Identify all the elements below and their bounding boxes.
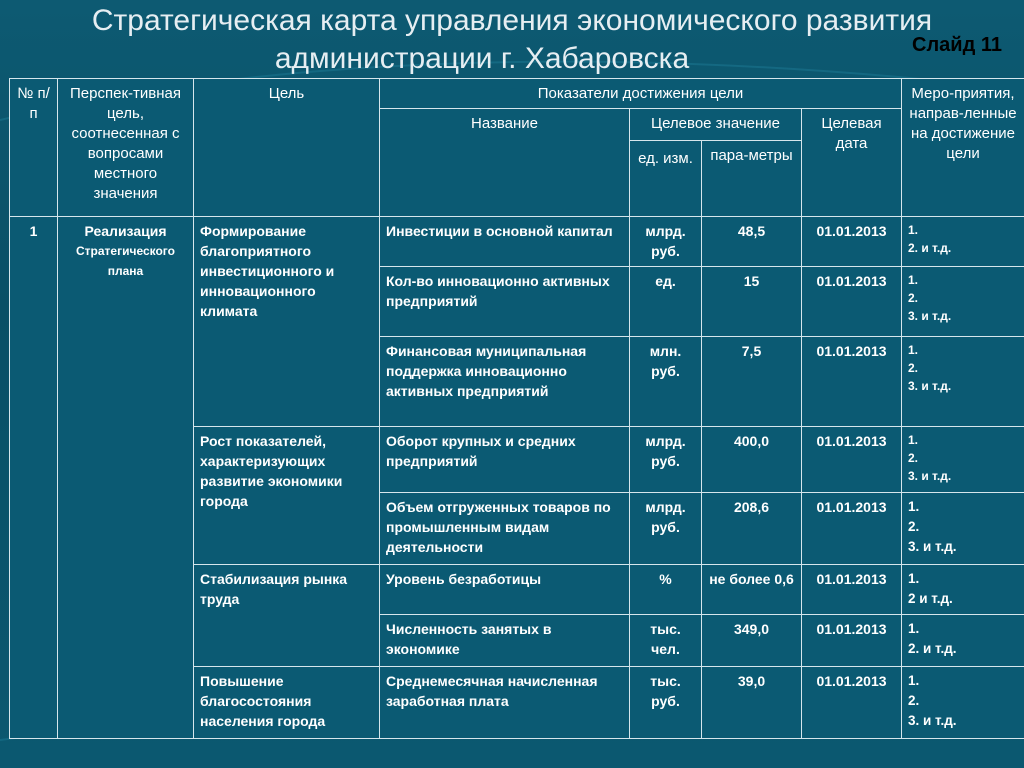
indicator-date: 01.01.2013: [802, 427, 902, 493]
indicator-name: Среднемесячная начисленная заработная плата: [380, 667, 630, 739]
strategy-table: [9, 78, 1024, 739]
measure-item: 2. и т.д.: [908, 241, 952, 255]
goal-cell: Формирование благоприятного инвестиционного и инновационного климата: [194, 217, 380, 427]
indicator-value: 39,0: [702, 667, 802, 739]
measure-item: 1.: [908, 499, 920, 514]
indicator-name: Численность занятых в экономике: [380, 615, 630, 667]
slide-title-line-2: администрации г. Хабаровска: [274, 42, 690, 75]
indicator-unit: %: [630, 565, 702, 615]
header-target-value: Целевое значение: [630, 109, 802, 141]
indicator-unit: тыс. руб.: [630, 667, 702, 739]
measure-item: 3. и т.д.: [908, 309, 952, 323]
measure-item: 1.: [908, 223, 919, 237]
indicator-value: 349,0: [702, 615, 802, 667]
measure-item: 2.: [908, 519, 920, 534]
measure-item: 3. и т.д.: [908, 539, 957, 554]
indicator-date: 01.01.2013: [802, 337, 902, 427]
indicator-date: 01.01.2013: [802, 565, 902, 615]
indicator-date: 01.01.2013: [802, 267, 902, 337]
measure-item: 1.: [908, 673, 920, 688]
table-row: [10, 217, 1024, 267]
measure-item: 2.: [908, 361, 919, 375]
slide-title: [0, 0, 1024, 78]
indicator-measures: [902, 615, 1024, 667]
indicator-measures: [902, 267, 1024, 337]
indicator-measures: [902, 337, 1024, 427]
header-perspective: Перспек-тивная цель, соотнесенная с вопросами местного значения: [58, 79, 194, 217]
indicator-date: 01.01.2013: [802, 493, 902, 565]
indicator-measures: [902, 493, 1024, 565]
row-number: 1: [10, 217, 58, 739]
slide-title-line-1: Стратегическая карта управления экономического развития: [91, 4, 933, 37]
measure-item: 1.: [908, 433, 919, 447]
indicator-unit: млрд. руб.: [630, 217, 702, 267]
measure-item: 3. и т.д.: [908, 379, 952, 393]
indicator-name: Оборот крупных и средних предприятий: [380, 427, 630, 493]
measure-item: 2. и т.д.: [908, 641, 957, 656]
measure-item: 2.: [908, 693, 920, 708]
measure-item: 3. и т.д.: [908, 469, 952, 483]
indicator-name: Кол-во инновационно активных предприятий: [380, 267, 630, 337]
header-goal: Цель: [194, 79, 380, 217]
indicator-name: Объем отгруженных товаров по промышленным видам деятельности: [380, 493, 630, 565]
indicator-measures: [902, 565, 1024, 615]
measure-item: 1.: [908, 273, 919, 287]
indicator-unit: млн. руб.: [630, 337, 702, 427]
measure-item: 2 и т.д.: [908, 591, 953, 606]
indicator-value: 400,0: [702, 427, 802, 493]
perspective-line-2: Стратегического: [76, 244, 175, 258]
indicator-date: 01.01.2013: [802, 217, 902, 267]
indicator-date: 01.01.2013: [802, 615, 902, 667]
goal-cell: Рост показателей, характеризующих развитие экономики города: [194, 427, 380, 565]
indicator-value: 7,5: [702, 337, 802, 427]
measure-item: 2.: [908, 451, 919, 465]
header-target-date: Целевая дата: [802, 109, 902, 217]
row-perspective: [58, 217, 194, 739]
indicator-unit: млрд. руб.: [630, 427, 702, 493]
indicator-value: не более 0,6: [702, 565, 802, 615]
indicator-measures: [902, 667, 1024, 739]
header-name: Название: [380, 109, 630, 217]
indicator-value: 208,6: [702, 493, 802, 565]
indicator-unit: ед.: [630, 267, 702, 337]
header-measures: Меро-приятия, направ-ленные на достижение цели: [902, 79, 1024, 217]
indicator-unit: тыс. чел.: [630, 615, 702, 667]
indicator-date: 01.01.2013: [802, 667, 902, 739]
goal-cell: Стабилизация рынка труда: [194, 565, 380, 667]
goal-cell: Повышение благосостояния населения города: [194, 667, 380, 739]
header-indicators: Показатели достижения цели: [380, 79, 902, 109]
indicator-value: 48,5: [702, 217, 802, 267]
measure-item: 2.: [908, 291, 919, 305]
header-num: № п/п: [10, 79, 58, 217]
indicator-name: Финансовая муниципальная поддержка инновационно активных предприятий: [380, 337, 630, 427]
indicator-name: Инвестиции в основной капитал: [380, 217, 630, 267]
slide-number: Слайд 11: [912, 34, 1002, 56]
indicator-measures: [902, 217, 1024, 267]
perspective-line-3: плана: [107, 264, 144, 278]
header-unit: ед. изм.: [630, 141, 702, 217]
measure-item: 1.: [908, 571, 920, 586]
measure-item: 1.: [908, 343, 919, 357]
indicator-value: 15: [702, 267, 802, 337]
perspective-line-1: Реализация: [84, 223, 167, 239]
indicator-measures: [902, 427, 1024, 493]
indicator-name: Уровень безработицы: [380, 565, 630, 615]
measure-item: 3. и т.д.: [908, 713, 957, 728]
measure-item: 1.: [908, 621, 920, 636]
indicator-unit: млрд. руб.: [630, 493, 702, 565]
header-params: пара-метры: [702, 141, 802, 217]
